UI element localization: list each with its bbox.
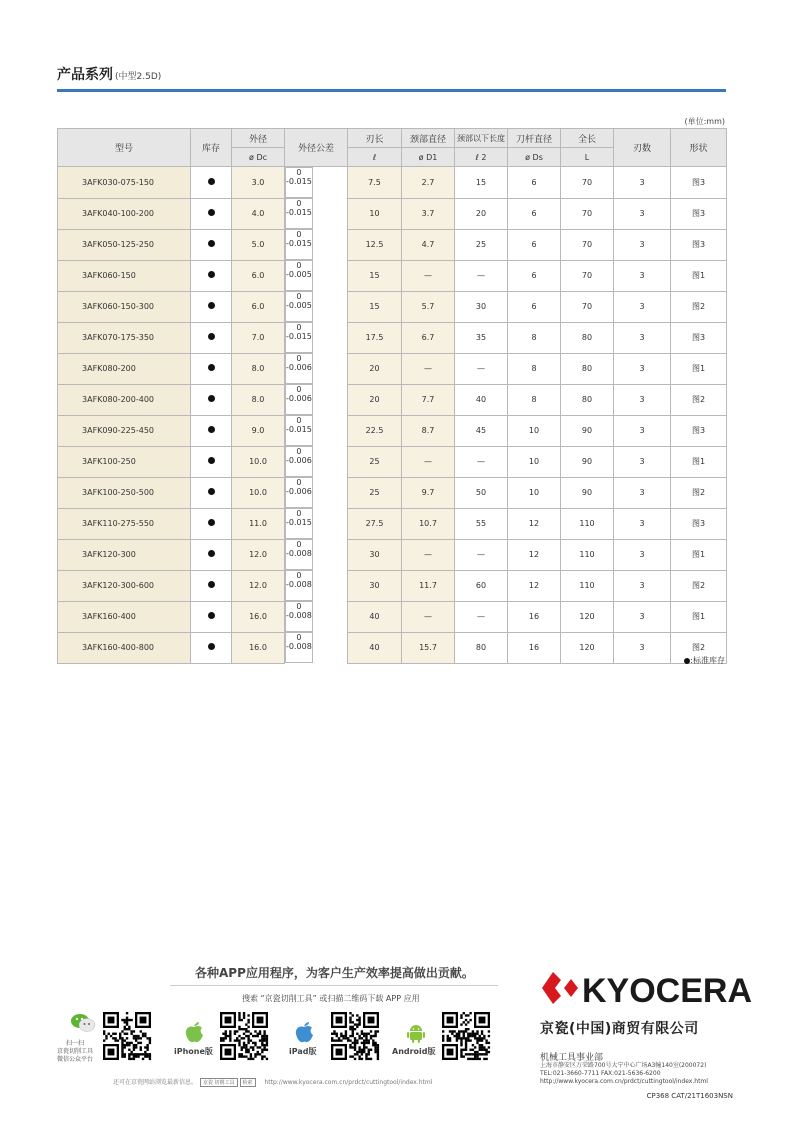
- cell-total-length: 110: [561, 570, 614, 601]
- cell-shape: 图3: [671, 322, 727, 353]
- cell-neck-diameter: 7.7: [402, 384, 455, 415]
- cell-shape: 图2: [671, 632, 727, 663]
- android-label: Android版: [392, 1047, 436, 1056]
- cell-tolerance: [285, 601, 313, 632]
- cell-total-length: 90: [561, 446, 614, 477]
- header-neck-diameter-symbol: ø D1: [402, 148, 455, 167]
- tolerance-lower: -0.006: [286, 394, 312, 403]
- cell-flutes: 3: [614, 229, 671, 260]
- logo-wordmark: KYOCERA: [582, 972, 753, 1010]
- cell-shank-diameter: 8: [508, 353, 561, 384]
- cell-stock: [191, 539, 232, 570]
- cell-flutes: 3: [614, 632, 671, 663]
- website-note-text: 还可在京瓷网站浏览最新信息。: [113, 1079, 198, 1086]
- cell-tolerance: [285, 198, 313, 229]
- company-address: 上海市静安区万荣路700号大宁中心广场A3幢140室(200072): [540, 1062, 707, 1069]
- website-search-box: 京瓷 切削工具: [200, 1078, 238, 1087]
- cell-tolerance: [285, 508, 313, 539]
- cell-blade-length: 25: [348, 446, 402, 477]
- ipad-qr-code[interactable]: [331, 1012, 379, 1060]
- stock-dot-icon: [208, 178, 215, 185]
- cell-flutes: 3: [614, 353, 671, 384]
- cell-total-length: 70: [561, 229, 614, 260]
- cell-neck-length: 40: [455, 384, 508, 415]
- cell-blade-length: 10: [348, 198, 402, 229]
- cell-tolerance: [285, 415, 313, 446]
- cell-neck-length: —: [455, 446, 508, 477]
- cell-total-length: 70: [561, 260, 614, 291]
- stock-dot-icon: [208, 612, 215, 619]
- tolerance-lower: -0.015: [286, 239, 312, 248]
- tolerance-lower: -0.015: [286, 425, 312, 434]
- cell-shape: 图1: [671, 446, 727, 477]
- cell-shape: 图3: [671, 198, 727, 229]
- header-neck-length-symbol: ℓ 2: [455, 148, 508, 167]
- android-qr-code[interactable]: [442, 1012, 490, 1060]
- cell-dc: 10.0: [232, 446, 285, 477]
- tolerance-upper: 0: [296, 354, 302, 363]
- cell-total-length: 70: [561, 291, 614, 322]
- stock-dot-icon: [208, 271, 215, 278]
- cell-model: 3AFK040-100-200: [58, 198, 191, 229]
- cell-shank-diameter: 10: [508, 446, 561, 477]
- header-tolerance: 外径公差: [285, 129, 348, 167]
- cell-stock: [191, 446, 232, 477]
- cell-neck-diameter: 6.7: [402, 322, 455, 353]
- cell-model: 3AFK160-400: [58, 601, 191, 632]
- stock-dot-icon: [208, 364, 215, 371]
- cell-shape: 图3: [671, 167, 727, 199]
- cell-stock: [191, 229, 232, 260]
- cell-neck-length: 15: [455, 167, 508, 199]
- cell-model: 3AFK160-400-800: [58, 632, 191, 663]
- tolerance-upper: 0: [296, 385, 302, 394]
- cell-dc: 16.0: [232, 601, 285, 632]
- page-title-sub: (中型2.5D): [115, 72, 162, 82]
- cell-flutes: 3: [614, 446, 671, 477]
- cell-dc: 3.0: [232, 167, 285, 199]
- cell-tolerance: [285, 353, 313, 384]
- stock-dot-icon: [208, 550, 215, 557]
- cell-stock: [191, 508, 232, 539]
- tolerance-upper: 0: [296, 571, 302, 580]
- cell-dc: 8.0: [232, 384, 285, 415]
- cell-tolerance: [285, 291, 313, 322]
- cell-dc: 7.0: [232, 322, 285, 353]
- table-row: [58, 477, 727, 508]
- cell-dc: 4.0: [232, 198, 285, 229]
- cell-neck-diameter: 4.7: [402, 229, 455, 260]
- cell-total-length: 80: [561, 353, 614, 384]
- cell-total-length: 90: [561, 477, 614, 508]
- website-search-button: 检索: [240, 1078, 256, 1087]
- cell-model: 3AFK060-150-300: [58, 291, 191, 322]
- cell-model: 3AFK110-275-550: [58, 508, 191, 539]
- cell-stock: [191, 601, 232, 632]
- tolerance-upper: 0: [296, 633, 302, 642]
- cell-shank-diameter: 6: [508, 291, 561, 322]
- cell-tolerance: [285, 322, 313, 353]
- cell-shape: 图3: [671, 229, 727, 260]
- cell-neck-length: 50: [455, 477, 508, 508]
- cell-shape: 图1: [671, 260, 727, 291]
- tolerance-upper: 0: [296, 509, 302, 518]
- cell-shape: 图2: [671, 570, 727, 601]
- cell-neck-diameter: 9.7: [402, 477, 455, 508]
- cell-model: 3AFK090-225-450: [58, 415, 191, 446]
- cell-neck-length: 25: [455, 229, 508, 260]
- website-note: [113, 1077, 432, 1087]
- company-tel-fax: TEL:021-3660-7711 FAX:021-5636-6200: [540, 1070, 661, 1077]
- tolerance-lower: -0.008: [286, 580, 312, 589]
- header-shank-symbol: ø Ds: [508, 148, 561, 167]
- cell-blade-length: 15: [348, 291, 402, 322]
- cell-tolerance: [285, 260, 313, 291]
- stock-dot-icon: [208, 209, 215, 216]
- cell-shank-diameter: 6: [508, 229, 561, 260]
- cell-total-length: 120: [561, 632, 614, 663]
- cell-neck-length: —: [455, 260, 508, 291]
- cell-model: 3AFK100-250: [58, 446, 191, 477]
- cell-neck-diameter: —: [402, 446, 455, 477]
- tolerance-lower: -0.015: [286, 208, 312, 217]
- stock-dot-icon: [208, 519, 215, 526]
- cell-dc: 9.0: [232, 415, 285, 446]
- tolerance-lower: -0.008: [286, 642, 312, 651]
- cell-model: 3AFK080-200-400: [58, 384, 191, 415]
- cell-shank-diameter: 12: [508, 570, 561, 601]
- cell-shank-diameter: 6: [508, 198, 561, 229]
- table-row: [58, 539, 727, 570]
- cell-neck-length: 30: [455, 291, 508, 322]
- cell-dc: 11.0: [232, 508, 285, 539]
- stock-dot-icon: [208, 457, 215, 464]
- tolerance-lower: -0.015: [286, 518, 312, 527]
- cell-flutes: 3: [614, 570, 671, 601]
- legend-text: :标准库存: [690, 656, 725, 665]
- cell-shank-diameter: 6: [508, 167, 561, 199]
- cell-blade-length: 40: [348, 601, 402, 632]
- cell-neck-length: —: [455, 601, 508, 632]
- cell-blade-length: 20: [348, 384, 402, 415]
- cell-dc: 5.0: [232, 229, 285, 260]
- cell-shank-diameter: 6: [508, 260, 561, 291]
- cell-neck-diameter: 3.7: [402, 198, 455, 229]
- cell-shank-diameter: 12: [508, 539, 561, 570]
- wechat-qr-code[interactable]: [103, 1012, 151, 1060]
- company-url[interactable]: http://www.kyocera.com.cn/prdct/cuttingtool/index.html: [540, 1078, 708, 1085]
- tolerance-lower: -0.015: [286, 332, 312, 341]
- cell-total-length: 80: [561, 322, 614, 353]
- page-title-main: 产品系列: [57, 67, 113, 83]
- wechat-caption: [50, 1040, 100, 1064]
- table-row: [58, 415, 727, 446]
- wechat-caption-line: 扫一扫: [65, 1040, 84, 1047]
- cell-neck-diameter: —: [402, 601, 455, 632]
- app-search-hint: 搜索 “京瓷切削工具” 或扫描二维码下载 APP 应用: [242, 994, 420, 1003]
- header-total-symbol: L: [561, 148, 614, 167]
- cell-tolerance: [285, 477, 313, 508]
- cell-flutes: 3: [614, 601, 671, 632]
- iphone-label: iPhone版: [174, 1047, 213, 1056]
- page-title: [57, 64, 161, 84]
- cell-model: 3AFK100-250-500: [58, 477, 191, 508]
- tolerance-lower: -0.006: [286, 363, 312, 372]
- cell-neck-length: 60: [455, 570, 508, 601]
- cell-model: 3AFK030-075-150: [58, 167, 191, 199]
- table-row: [58, 508, 727, 539]
- cell-dc: 8.0: [232, 353, 285, 384]
- header-dc: 外径: [232, 129, 285, 148]
- title-divider: [57, 89, 726, 92]
- table-row: [58, 570, 727, 601]
- cell-flutes: 3: [614, 322, 671, 353]
- cell-flutes: 3: [614, 477, 671, 508]
- cell-blade-length: 40: [348, 632, 402, 663]
- stock-dot-icon: [208, 426, 215, 433]
- table-row: [58, 446, 727, 477]
- stock-dot-icon: [208, 643, 215, 650]
- cell-shape: 图3: [671, 415, 727, 446]
- cell-model: 3AFK070-175-350: [58, 322, 191, 353]
- cell-blade-length: 30: [348, 570, 402, 601]
- header-neck-diameter: 颈部直径: [402, 129, 455, 148]
- cell-neck-diameter: 11.7: [402, 570, 455, 601]
- cell-shape: 图2: [671, 291, 727, 322]
- header-shape: 形状: [671, 129, 727, 167]
- cell-neck-length: 55: [455, 508, 508, 539]
- cell-total-length: 120: [561, 601, 614, 632]
- cell-stock: [191, 477, 232, 508]
- cell-flutes: 3: [614, 508, 671, 539]
- cell-stock: [191, 570, 232, 601]
- cell-stock: [191, 260, 232, 291]
- cell-stock: [191, 291, 232, 322]
- cell-shank-diameter: 8: [508, 322, 561, 353]
- cell-neck-length: 35: [455, 322, 508, 353]
- cell-shape: 图2: [671, 477, 727, 508]
- table-row: [58, 632, 727, 663]
- catalog-code: CP368 CAT/21T1603NSN: [646, 1092, 733, 1100]
- cell-neck-length: 80: [455, 632, 508, 663]
- cell-shank-diameter: 10: [508, 477, 561, 508]
- cell-dc: 10.0: [232, 477, 285, 508]
- ipad-label: iPad版: [289, 1047, 317, 1056]
- tolerance-upper: 0: [296, 416, 302, 425]
- apple-ipad-icon: [294, 1020, 314, 1044]
- header-dc-symbol: ø Dc: [232, 148, 285, 167]
- android-icon: [406, 1022, 426, 1044]
- cell-neck-diameter: —: [402, 539, 455, 570]
- cell-blade-length: 12.5: [348, 229, 402, 260]
- cell-neck-length: 45: [455, 415, 508, 446]
- cell-flutes: 3: [614, 539, 671, 570]
- cell-flutes: 3: [614, 384, 671, 415]
- cell-flutes: 3: [614, 415, 671, 446]
- cell-blade-length: 30: [348, 539, 402, 570]
- cell-neck-diameter: 10.7: [402, 508, 455, 539]
- cell-model: 3AFK060-150: [58, 260, 191, 291]
- cell-shape: 图1: [671, 353, 727, 384]
- tolerance-upper: 0: [296, 168, 302, 177]
- cell-total-length: 70: [561, 198, 614, 229]
- cell-dc: 16.0: [232, 632, 285, 663]
- cell-stock: [191, 384, 232, 415]
- table-row: [58, 167, 727, 199]
- cell-neck-diameter: —: [402, 260, 455, 291]
- cell-shank-diameter: 8: [508, 384, 561, 415]
- cell-stock: [191, 415, 232, 446]
- cell-stock: [191, 632, 232, 663]
- cell-total-length: 80: [561, 384, 614, 415]
- cell-shape: 图3: [671, 508, 727, 539]
- header-shank-diameter: 刀杆直径: [508, 129, 561, 148]
- header-neck-length: 颈部以下长度: [455, 129, 508, 148]
- cell-neck-length: —: [455, 539, 508, 570]
- cell-tolerance: [285, 539, 313, 570]
- cell-neck-length: —: [455, 353, 508, 384]
- header-model: 型号: [58, 129, 191, 167]
- tolerance-upper: 0: [296, 323, 302, 332]
- cell-shape: 图2: [671, 384, 727, 415]
- cell-shank-diameter: 10: [508, 415, 561, 446]
- department: 机械工具事业部: [540, 1053, 604, 1063]
- cell-model: 3AFK080-200: [58, 353, 191, 384]
- stock-dot-icon: [208, 333, 215, 340]
- cell-total-length: 90: [561, 415, 614, 446]
- header-blade-length: 刃长: [348, 129, 402, 148]
- tolerance-upper: 0: [296, 292, 302, 301]
- cell-shape: 图1: [671, 539, 727, 570]
- cell-blade-length: 20: [348, 353, 402, 384]
- cell-stock: [191, 167, 232, 199]
- table-row: [58, 384, 727, 415]
- unit-note: (单位:mm): [684, 117, 725, 126]
- company-name: 京瓷(中国)商贸有限公司: [540, 1021, 699, 1037]
- header-total-length: 全长: [561, 129, 614, 148]
- cell-blade-length: 7.5: [348, 167, 402, 199]
- cell-flutes: 3: [614, 291, 671, 322]
- spec-table-body: [58, 167, 727, 664]
- wechat-caption-line: 京瓷切削工具: [56, 1048, 93, 1055]
- tolerance-upper: 0: [296, 261, 302, 270]
- cell-dc: 12.0: [232, 570, 285, 601]
- stock-dot-icon: [208, 240, 215, 247]
- tolerance-lower: -0.006: [286, 456, 312, 465]
- cell-neck-length: 20: [455, 198, 508, 229]
- cell-total-length: 110: [561, 539, 614, 570]
- table-row: [58, 291, 727, 322]
- cell-tolerance: [285, 384, 313, 415]
- cell-model: 3AFK120-300-600: [58, 570, 191, 601]
- tolerance-upper: 0: [296, 602, 302, 611]
- app-headline: 各种APP应用程序，为客户生产效率提高做出贡献。: [195, 966, 474, 980]
- cell-dc: 12.0: [232, 539, 285, 570]
- cell-stock: [191, 322, 232, 353]
- cell-total-length: 110: [561, 508, 614, 539]
- cell-shape: 图1: [671, 601, 727, 632]
- tolerance-lower: -0.005: [286, 301, 312, 310]
- cell-neck-diameter: 8.7: [402, 415, 455, 446]
- cell-flutes: 3: [614, 198, 671, 229]
- cell-neck-diameter: 5.7: [402, 291, 455, 322]
- tolerance-upper: 0: [296, 447, 302, 456]
- table-row: [58, 229, 727, 260]
- cell-tolerance: [285, 570, 313, 601]
- kyocera-logo: [540, 968, 753, 1010]
- cell-stock: [191, 198, 232, 229]
- cell-tolerance: [285, 167, 313, 198]
- tolerance-lower: -0.015: [286, 177, 312, 186]
- cell-model: 3AFK120-300: [58, 539, 191, 570]
- cell-blade-length: 27.5: [348, 508, 402, 539]
- stock-dot-icon: [208, 581, 215, 588]
- tolerance-upper: 0: [296, 478, 302, 487]
- app-divider: [170, 985, 498, 986]
- cell-blade-length: 17.5: [348, 322, 402, 353]
- cell-blade-length: 15: [348, 260, 402, 291]
- cell-flutes: 3: [614, 167, 671, 199]
- cell-neck-diameter: 2.7: [402, 167, 455, 199]
- apple-iphone-icon: [184, 1020, 204, 1044]
- spec-table: [57, 128, 727, 664]
- cell-blade-length: 25: [348, 477, 402, 508]
- table-row: [58, 601, 727, 632]
- header-blade-symbol: ℓ: [348, 148, 402, 167]
- cell-dc: 6.0: [232, 260, 285, 291]
- stock-dot-icon: [208, 395, 215, 402]
- tolerance-lower: -0.008: [286, 611, 312, 620]
- table-row: [58, 353, 727, 384]
- stock-dot-icon: [208, 302, 215, 309]
- cell-shank-diameter: 16: [508, 601, 561, 632]
- tolerance-upper: 0: [296, 230, 302, 239]
- website-url[interactable]: http://www.kyocera.com.cn/prdct/cuttingtool/index.html: [264, 1079, 433, 1086]
- tolerance-upper: 0: [296, 199, 302, 208]
- cell-stock: [191, 353, 232, 384]
- wechat-caption-line: 微信公众平台: [56, 1056, 93, 1063]
- header-flutes: 刃数: [614, 129, 671, 167]
- cell-neck-diameter: 15.7: [402, 632, 455, 663]
- cell-tolerance: [285, 446, 313, 477]
- cell-total-length: 70: [561, 167, 614, 199]
- table-row: [58, 260, 727, 291]
- company-contact: [540, 1062, 708, 1086]
- cell-shank-diameter: 16: [508, 632, 561, 663]
- tolerance-lower: -0.008: [286, 549, 312, 558]
- wechat-icon: [70, 1012, 96, 1034]
- cell-model: 3AFK050-125-250: [58, 229, 191, 260]
- stock-dot-icon: [208, 488, 215, 495]
- cell-flutes: 3: [614, 260, 671, 291]
- table-row: [58, 322, 727, 353]
- cell-shank-diameter: 12: [508, 508, 561, 539]
- table-row: [58, 198, 727, 229]
- cell-tolerance: [285, 632, 313, 663]
- tolerance-upper: 0: [296, 540, 302, 549]
- tolerance-lower: -0.006: [286, 487, 312, 496]
- tolerance-lower: -0.005: [286, 270, 312, 279]
- cell-neck-diameter: —: [402, 353, 455, 384]
- header-stock: 库存: [191, 129, 232, 167]
- iphone-qr-code[interactable]: [220, 1012, 268, 1060]
- cell-blade-length: 22.5: [348, 415, 402, 446]
- legend: [684, 655, 725, 666]
- cell-dc: 6.0: [232, 291, 285, 322]
- cell-tolerance: [285, 229, 313, 260]
